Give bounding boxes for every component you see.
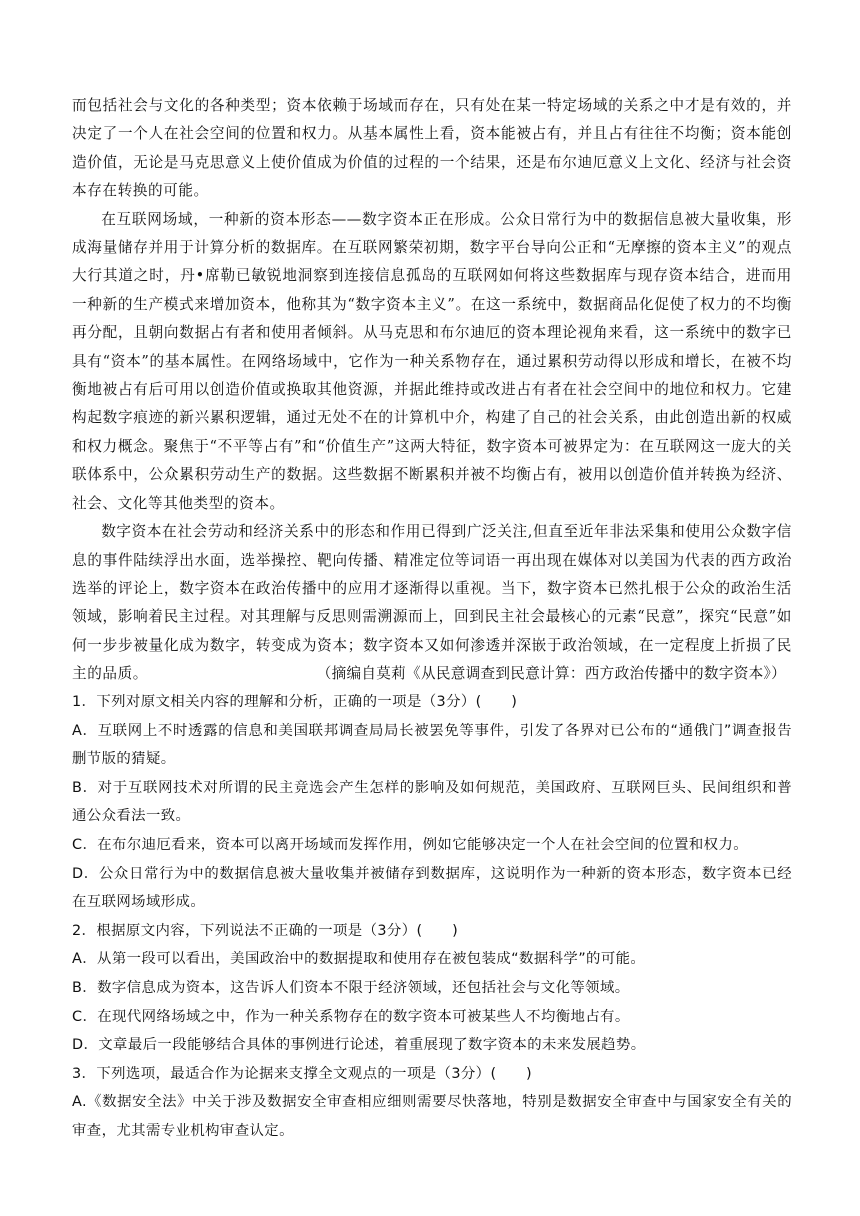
question-1-option-b: B．对于互联网技术对所谓的民主竞选会产生怎样的影响及如何规范，美国政府、互联网巨头、民间组织和普通公众看法一致。: [72, 779, 792, 825]
question-list: [72, 688, 792, 1146]
question-1-option-c: C．在布尔迪厄看来，资本可以离开场域而发挥作用，例如它能够决定一个人在社会空间的位置和权力。: [72, 836, 749, 853]
question-3-option-a: A.《数据安全法》中关于涉及数据安全审查相应细则需要尽快落地，特别是数据安全审查中与国家安全有关的审查，尤其需专业机构审查认定。: [72, 1094, 792, 1139]
question-1-option-a: A．互联网上不时透露的信息和美国联邦调查局局长被罢免等事件，引发了各界对已公布的“通俄门”调查报告删节版的猜疑。: [72, 722, 792, 768]
question-2-option-d: D．文章最后一段能够结合具体的事例进行论述，着重展现了数字资本的未来发展趋势。: [72, 1037, 646, 1054]
question-1-option-d: D．公众日常行为中的数据信息被大量收集并被储存到数据库，这说明作为一种新的资本形态，数字资本已经在互联网场域形成。: [72, 865, 792, 911]
question-2-stem: 2．根据原文内容，下列说法不正确的一项是（3分）( ): [72, 922, 459, 939]
question-2-option-a: A．从第一段可以看出，美国政治中的数据提取和使用存在被包装成“数据科学”的可能。: [72, 951, 646, 968]
question-2-option-c: C．在现代网络场域之中，作为一种关系物存在的数字资本可被某些人不均衡地占有。: [72, 1008, 630, 1025]
reading-passage: [72, 92, 792, 689]
passage-source: （摘编自莫莉《从民意调查到民意计算：西方政治传播中的数字资本》）: [316, 665, 786, 682]
question-1-stem: 1．下列对原文相关内容的理解和分析，正确的一项是（3分）( ): [72, 694, 518, 710]
question-3-stem: 3．下列选项，最适合作为论据来支撑全文观点的一项是（3分）( ): [72, 1065, 533, 1082]
passage-paragraph-2: 在互联网场域，一种新的资本形态——数字资本正在形成。公众日常行为中的数据信息被大量收集，形成海量储存并用于计算分析的数据库。在互联网繁荣初期，数字平台导向公正和“无摩擦的资本主义”的观点大行其道之时，丹•席勒已敏锐地洞察到连接信息孤岛的互联网如何将这些数据库与现存资本结合，进而用一种新的生产模式来增加资本，他称其为“数字资本主义”。在这一系统中，数据商品化促使了权力的不均衡再分配，且朝向数据占有者和使用者倾斜。从马克思和布尔迪厄的资本理论视角来看，这一系统中的数字已具有“资本”的基本属性。在网络场域中，它作为一种关系物存在，通过累积劳动得以形成和增长，在被不均衡地被占有后可用以创造价值或换取其他资源，并据此维持或改进占有者在社会空间中的地位和权力。它建构起数字痕迹的新兴累积逻辑，通过无处不在的计算机中介，构建了自己的社会关系，由此创造出新的权威和权力概念。聚焦于“不平等占有”和“价值生产”这两大特征，数字资本可被界定为：在互联网这一庞大的关联体系中，公众累积劳动生产的数据。这些数据不断累积并被不均衡占有，被用以创造价值并转换为经济、社会、文化等其他类型的资本。: [72, 210, 792, 512]
passage-paragraph-3: 数字资本在社会劳动和经济关系中的形态和作用已得到广泛关注,但直至近年非法采集和使用公众数字信息的事件陆续浮出水面，选举操控、靶向传播、精准定位等词语一再出现在媒体对以美国为代表的西方政治选举的评论上，数字资本在政治传播中的应用才逐渐得以重视。当下，数字资本已然扎根于公众的政治生活领域，影响着民主过程。对其理解与反思则需溯源而上，回到民主社会最核心的元素“民意”，探究“民意”如何一步步被量化成为数字，转变成为资本；数字资本又如何渗透并深嵌于政治领域，在一定程度上折损了民主的品质。: [72, 523, 792, 683]
question-2-option-b: B．数字信息成为资本，这告诉人们资本不限于经济领域，还包括社会与文化等领域。: [72, 979, 630, 996]
passage-paragraph-1: 而包括社会与文化的各种类型；资本依赖于场域而存在，只有处在某一特定场域的关系之中才是有效的，并决定了一个人在社会空间的位置和权力。从基本属性上看，资本能被占有，并且占有往往不均衡；资本能创造价值，无论是马克思意义上使价值成为价值的过程的一个结果，还是布尔迪厄意义上文化、经济与社会资本存在转换的可能。: [72, 97, 792, 200]
